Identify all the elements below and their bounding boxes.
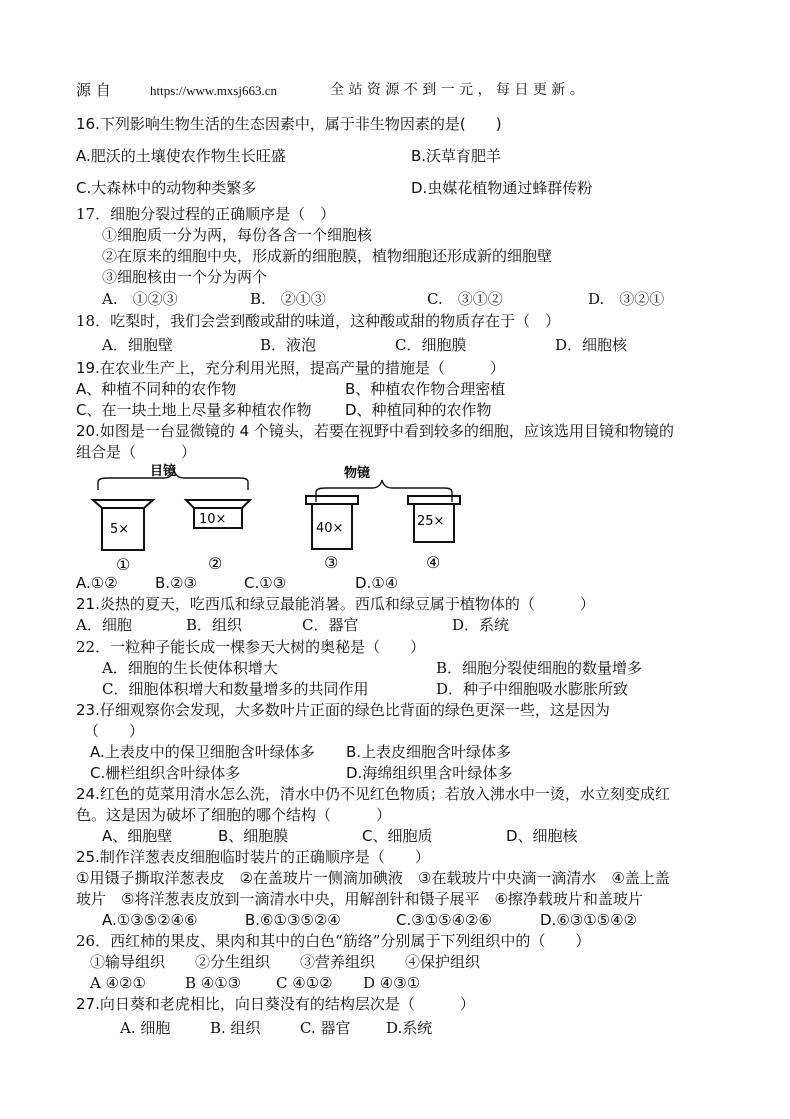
- eyepiece-lens-5x: [93, 500, 153, 550]
- q21-option-a: A．细胞: [76, 616, 132, 634]
- eyepiece-lens-10x: [186, 500, 250, 528]
- q20-option-a: A.①②: [76, 574, 118, 592]
- header-url[interactable]: https://www.mxsj663.cn: [150, 83, 277, 98]
- q27-stem: 27.向日葵和老虎相比，向日葵没有的结构层次是（ ）: [76, 995, 475, 1013]
- q27-option-d: D.系统: [386, 1019, 433, 1037]
- q20-stem-line2: 组合是（ ）: [76, 443, 197, 461]
- q27-option-a: A. 细胞: [120, 1019, 171, 1037]
- q26-stem: 26．西红柿的果皮、果肉和其中的白色“筋络”分别属于下列组织中的（ ）: [76, 932, 591, 950]
- q24-option-d: D、细胞核: [506, 827, 578, 845]
- q21-option-c: C．器官: [302, 616, 359, 634]
- q16-option-b: B.沃草育肥羊: [411, 147, 502, 165]
- q17-option-c: C. ③①②: [427, 290, 503, 308]
- q23-option-d: D.海绵组织里含叶绿体多: [346, 764, 513, 782]
- q26-option-c: C ④①②: [276, 974, 333, 992]
- q19-stem: 19.在农业生产上，充分利用光照，提高产量的措施是（ ）: [76, 359, 505, 377]
- q23-option-b: B.上表皮细胞含叶绿体多: [346, 743, 512, 761]
- lens-2-number: ②: [208, 554, 223, 573]
- lens-3-magnification: 40×: [316, 521, 344, 536]
- eyepiece-label: 目镜: [150, 464, 177, 479]
- q16-option-c: C.大森林中的动物种类繁多: [76, 179, 257, 197]
- q24-option-b: B、细胞膜: [218, 827, 289, 845]
- q20-stem-line1: 20.如图是一台显微镜的 4 个镜头，若要在视野中看到较多的细胞，应该选用目镜和物镜的: [76, 422, 674, 440]
- q22-option-d: D．种子中细胞吸水膨胀所致: [436, 680, 629, 698]
- q23-option-a: A.上表皮中的保卫细胞含叶绿体多: [90, 743, 315, 761]
- q17-option-b: B. ②①③: [250, 290, 326, 308]
- q26-option-d: D ④③①: [363, 974, 421, 992]
- q17-option-a: A. ①②③: [102, 290, 178, 308]
- q17-option-d: D. ③②①: [588, 290, 665, 308]
- q25-steps-line1: ①用镊子撕取洋葱表皮 ②在盖玻片一侧滴加碘液 ③在载玻片中央滴一滴清水 ④盖上盖: [76, 869, 670, 887]
- q17-step-3: ③细胞核由一个分为两个: [102, 268, 268, 286]
- q19-option-c: C、在一块土地上尽量多种植农作物: [76, 401, 312, 419]
- q26-option-b: B ④①③: [185, 974, 242, 992]
- lens-3-number: ③: [324, 553, 339, 572]
- q25-option-d: D.⑥③①⑤④②: [540, 911, 638, 929]
- q23-stem-line1: 23.仔细观察你会发现，大多数叶片正面的绿色比背面的绿色更深一些，这是因为: [76, 701, 610, 719]
- header-slogan: 全 站 资 源 不 到 一 元 ， 每 日 更 新 。: [330, 82, 584, 98]
- q24-option-c: C、细胞质: [362, 827, 433, 845]
- q25-stem: 25.制作洋葱表皮细胞临时装片的正确顺序是（ ）: [76, 848, 430, 866]
- q20-option-c: C.①③: [244, 574, 287, 592]
- q23-stem-line2: （ ）: [84, 722, 145, 740]
- q18-stem: 18．吃梨时，我们会尝到酸或甜的味道，这种酸或甜的物质存在于（ ）: [76, 312, 561, 330]
- q17-step-1: ①细胞质一分为两，每份各含一个细胞核: [102, 226, 373, 244]
- q19-option-b: B、种植农作物合理密植: [345, 380, 506, 398]
- q26-option-a: A ④②①: [90, 974, 146, 992]
- lens-4-number: ④: [426, 553, 441, 572]
- lens-4-magnification: 25×: [417, 514, 445, 529]
- header-prefix: 源 自: [76, 81, 111, 99]
- q17-stem: 17．细胞分裂过程的正确顺序是（ ）: [76, 205, 336, 223]
- microscope-lens-figure: [88, 462, 488, 574]
- q25-option-a: A.①③⑤②④⑥: [102, 911, 198, 929]
- q26-tissues: ①输导组织 ②分生组织 ③营养组织 ④保护组织: [90, 953, 481, 971]
- q27-option-c: C. 器官: [300, 1019, 351, 1037]
- q18-option-a: A．细胞壁: [102, 336, 173, 354]
- q16-stem: 16.下列影响生物生活的生态因素中，属于非生物因素的是( ): [76, 115, 502, 133]
- q18-option-b: B．液泡: [260, 336, 317, 354]
- q20-option-b: B.②③: [155, 574, 197, 592]
- q21-option-d: D．系统: [452, 616, 510, 634]
- lens-1-magnification: 5×: [110, 522, 130, 537]
- q25-steps-line2: 玻片 ⑤将洋葱表皮放到一滴清水中央，用解剖针和镊子展平 ⑥擦净载玻片和盖玻片: [76, 890, 643, 908]
- q24-option-a: A、细胞壁: [102, 827, 173, 845]
- q19-option-d: D、种植同种的农作物: [345, 401, 492, 419]
- q22-option-a: A．细胞的生长使体积增大: [102, 659, 278, 677]
- q22-option-c: C．细胞体积增大和数量增多的共同作用: [102, 680, 369, 698]
- objective-lens-40x: [306, 496, 358, 549]
- lens-1-number: ①: [116, 555, 131, 574]
- objective-lens-25x: [408, 496, 460, 542]
- q21-stem: 21.炎热的夏天，吃西瓜和绿豆最能消暑。西瓜和绿豆属于植物体的（ ）: [76, 595, 595, 613]
- lens-2-magnification: 10×: [199, 512, 227, 527]
- q25-option-b: B.⑥①③⑤②④: [245, 911, 341, 929]
- q18-option-c: C．细胞膜: [395, 336, 467, 354]
- objective-label: 物镜: [344, 466, 371, 481]
- q16-option-d: D.虫媒花植物通过蜂群传粉: [411, 179, 593, 197]
- q19-option-a: A、种植不同种的农作物: [76, 380, 237, 398]
- q27-option-b: B. 组织: [210, 1019, 261, 1037]
- q21-option-b: B．组织: [186, 616, 243, 634]
- q22-stem: 22．一粒种子能长成一棵参天大树的奥秘是（ ）: [76, 638, 426, 656]
- objective-brace: [316, 480, 452, 502]
- q18-option-d: D．细胞核: [555, 336, 628, 354]
- q17-step-2: ②在原来的细胞中央，形成新的细胞膜，植物细胞还形成新的细胞壁: [102, 247, 553, 265]
- q16-option-a: A.肥沃的土壤使农作物生长旺盛: [76, 147, 286, 165]
- q24-stem-line1: 24.红色的苋菜用清水怎么洗，清水中仍不见红色物质；若放入沸水中一烫，水立刻变成红: [76, 785, 670, 803]
- q22-option-b: B．细胞分裂使细胞的数量增多: [436, 659, 643, 677]
- q25-option-c: C.③①⑤④②⑥: [396, 911, 492, 929]
- q24-stem-line2: 色。这是因为破坏了细胞的哪个结构（ ）: [76, 806, 392, 824]
- q23-option-c: C.栅栏组织含叶绿体多: [90, 764, 241, 782]
- q20-option-d: D.①④: [355, 574, 399, 592]
